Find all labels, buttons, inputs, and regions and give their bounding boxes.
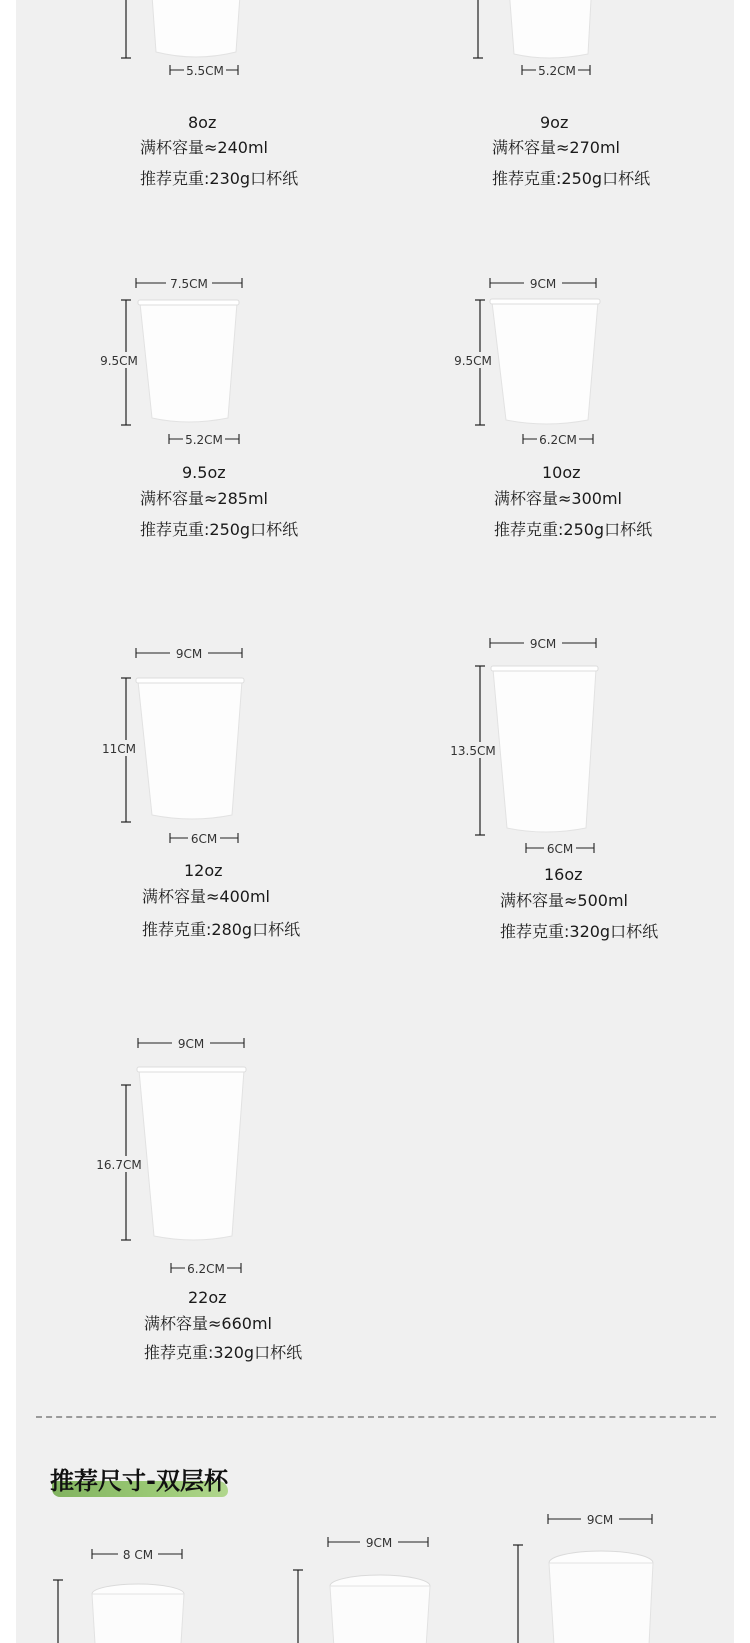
cup-oz: 8oz bbox=[188, 113, 217, 132]
cup-oz: 12oz bbox=[184, 861, 223, 880]
top-dim-label: 9CM bbox=[177, 1037, 205, 1051]
bottom-dim-label: 5.2CM bbox=[538, 64, 576, 78]
cup-card-10oz bbox=[450, 270, 734, 600]
bottom-dim-label: 6.2CM bbox=[187, 1262, 225, 1276]
height-dim-label: 9.5CM bbox=[454, 354, 492, 368]
top-dim-label: 8 CM bbox=[122, 1548, 154, 1562]
bottom-dim-label: 6CM bbox=[546, 842, 574, 856]
product-size-panel bbox=[16, 0, 734, 1643]
cup-oz: 9.5oz bbox=[182, 463, 226, 482]
cup-diagram bbox=[504, 1505, 734, 1643]
cup-diagram bbox=[450, 270, 734, 600]
cup-oz: 16oz bbox=[544, 865, 583, 884]
height-dim-label: 11CM bbox=[101, 742, 137, 756]
cup-capacity: 满杯容量≈270ml bbox=[492, 138, 620, 157]
cup-card-22oz bbox=[96, 1037, 426, 1370]
cup-oz: 9oz bbox=[540, 113, 569, 132]
cup-card-8oz bbox=[96, 0, 426, 240]
cup-diagram bbox=[96, 270, 426, 600]
cup-oz: 10oz bbox=[542, 463, 581, 482]
dashed-divider bbox=[36, 1416, 716, 1418]
cup-diagram bbox=[448, 0, 734, 240]
cup-capacity: 满杯容量≈285ml bbox=[140, 489, 268, 508]
cup-paper-weight: 推荐克重:250g口杯纸 bbox=[140, 520, 299, 539]
cup-capacity: 满杯容量≈500ml bbox=[500, 891, 628, 910]
top-dim-label: 9CM bbox=[175, 647, 203, 661]
section-title: 推荐尺寸-双层杯 bbox=[50, 1467, 228, 1495]
height-dim-label: 13.5CM bbox=[450, 744, 496, 758]
cup-capacity: 满杯容量≈240ml bbox=[140, 138, 268, 157]
top-dim-label: 9CM bbox=[586, 1513, 614, 1527]
top-dim-label: 9CM bbox=[529, 637, 557, 651]
cup-card-9-5oz bbox=[96, 270, 426, 600]
cup-paper-weight: 推荐克重:280g口杯纸 bbox=[142, 920, 301, 939]
top-dim-label: 9CM bbox=[365, 1536, 393, 1550]
cup-capacity: 满杯容量≈300ml bbox=[494, 489, 622, 508]
bottom-dim-label: 6.2CM bbox=[539, 433, 577, 447]
top-dim-label: 7.5CM bbox=[170, 277, 208, 291]
cup-diagram bbox=[96, 0, 426, 240]
cup-paper-weight: 推荐克重:320g口杯纸 bbox=[144, 1343, 303, 1362]
bottom-dim-label: 6CM bbox=[190, 832, 218, 846]
cup-paper-weight: 推荐克重:250g口杯纸 bbox=[494, 520, 653, 539]
height-dim-label: 9.5CM bbox=[100, 354, 138, 368]
cup-paper-weight: 推荐克重:230g口杯纸 bbox=[140, 169, 299, 188]
height-dim-label: 16.7CM bbox=[96, 1158, 142, 1172]
top-dim-label: 9CM bbox=[529, 277, 557, 291]
cup-paper-weight: 推荐克重:320g口杯纸 bbox=[500, 922, 659, 941]
cup-capacity: 满杯容量≈400ml bbox=[142, 887, 270, 906]
cup-oz: 22oz bbox=[188, 1288, 227, 1307]
cup-card-12oz bbox=[96, 640, 426, 970]
bottom-dim-label: 5.2CM bbox=[185, 433, 223, 447]
double-cup-card-3 bbox=[504, 1505, 734, 1643]
cup-capacity: 满杯容量≈660ml bbox=[144, 1314, 272, 1333]
bottom-dim-label: 5.5CM bbox=[186, 64, 224, 78]
cup-card-16oz bbox=[450, 630, 734, 960]
cup-paper-weight: 推荐克重:250g口杯纸 bbox=[492, 169, 651, 188]
cup-card-9oz bbox=[448, 0, 734, 240]
